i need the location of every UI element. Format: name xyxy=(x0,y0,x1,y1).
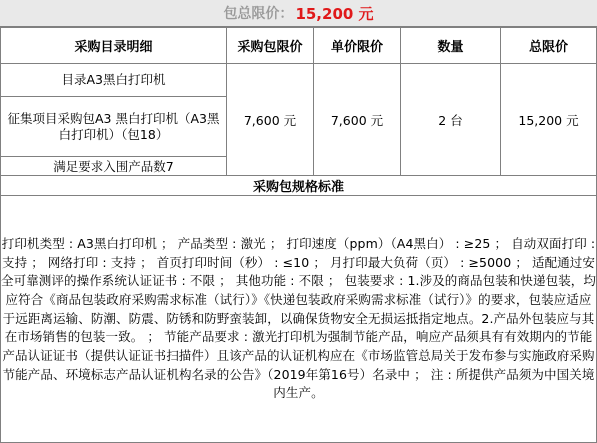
header-total: 总限价 xyxy=(501,28,597,64)
header-quantity: 数量 xyxy=(401,28,501,64)
meet-requirement-count: 满足要求入围产品数7 xyxy=(1,157,227,176)
unit-limit-value: 7,600 元 xyxy=(314,64,401,176)
quantity-value: 2 台 xyxy=(401,64,501,176)
table-row xyxy=(1,64,597,97)
header-unit-limit: 单价限价 xyxy=(314,28,401,64)
item-description: 征集项目采购包A3 黑白打印机（A3黑白打印机）（包18） xyxy=(1,97,227,157)
spec-row xyxy=(1,196,597,443)
catalog-name: 目录A3黑白打印机 xyxy=(1,64,227,97)
spec-title-row xyxy=(1,176,597,196)
total-value: 15,200 元 xyxy=(501,64,597,176)
package-limit-amount: 15,200 元 xyxy=(295,4,374,23)
table-header-row xyxy=(1,28,597,64)
procurement-table xyxy=(0,27,597,443)
spec-text: 打印机类型 : A3黑白打印机 ； 产品类型 : 激光 ； 打印速度（ppm）（A4黑白） : ≥25 ； 自动双面打印 : 支持 ； 网络打印 : 支持 ； 首页打印时间（秒） : ≤10 ； 月打印最大负荷（页） : ≥5000 ； 适配通过安全可靠测评的操作系统认证证书 : 不限 ； 其他功能 : 不限 ； 包装要求 : 1.涉及的商品包装和快递包装，均应符合《商品包装政府采购需求标准（试行）》《快递包装政府采购需求标准（试行）》的要求，包装应适应于远距离运输、防潮、防震、防锈和防野蛮装卸，以确保货物安全无损运抵指定地点。2.产品外包装应与其在市场销售的包装一致。 ； 节能产品要求 : 激光打印机为强制节能产品，响应产品须具有有效期内的节能产品认证证书（提供认证证书扫描件）且该产品的认证机构应在《市场监管总局关于发布参与实施政府采购节能产品、环境标志产品认证机构名录的公告》（2019年第16号）名录中 ； 注 : 所提供产品须为中国关境内生产。 xyxy=(1,196,597,443)
header-package-limit: 采购包限价 xyxy=(227,28,314,64)
header-catalog: 采购目录明细 xyxy=(1,28,227,64)
spec-title: 采购包规格标准 xyxy=(1,176,597,196)
package-limit-value: 7,600 元 xyxy=(227,64,314,176)
package-limit-banner xyxy=(0,0,597,27)
package-limit-label: 包总限价： xyxy=(223,6,294,22)
